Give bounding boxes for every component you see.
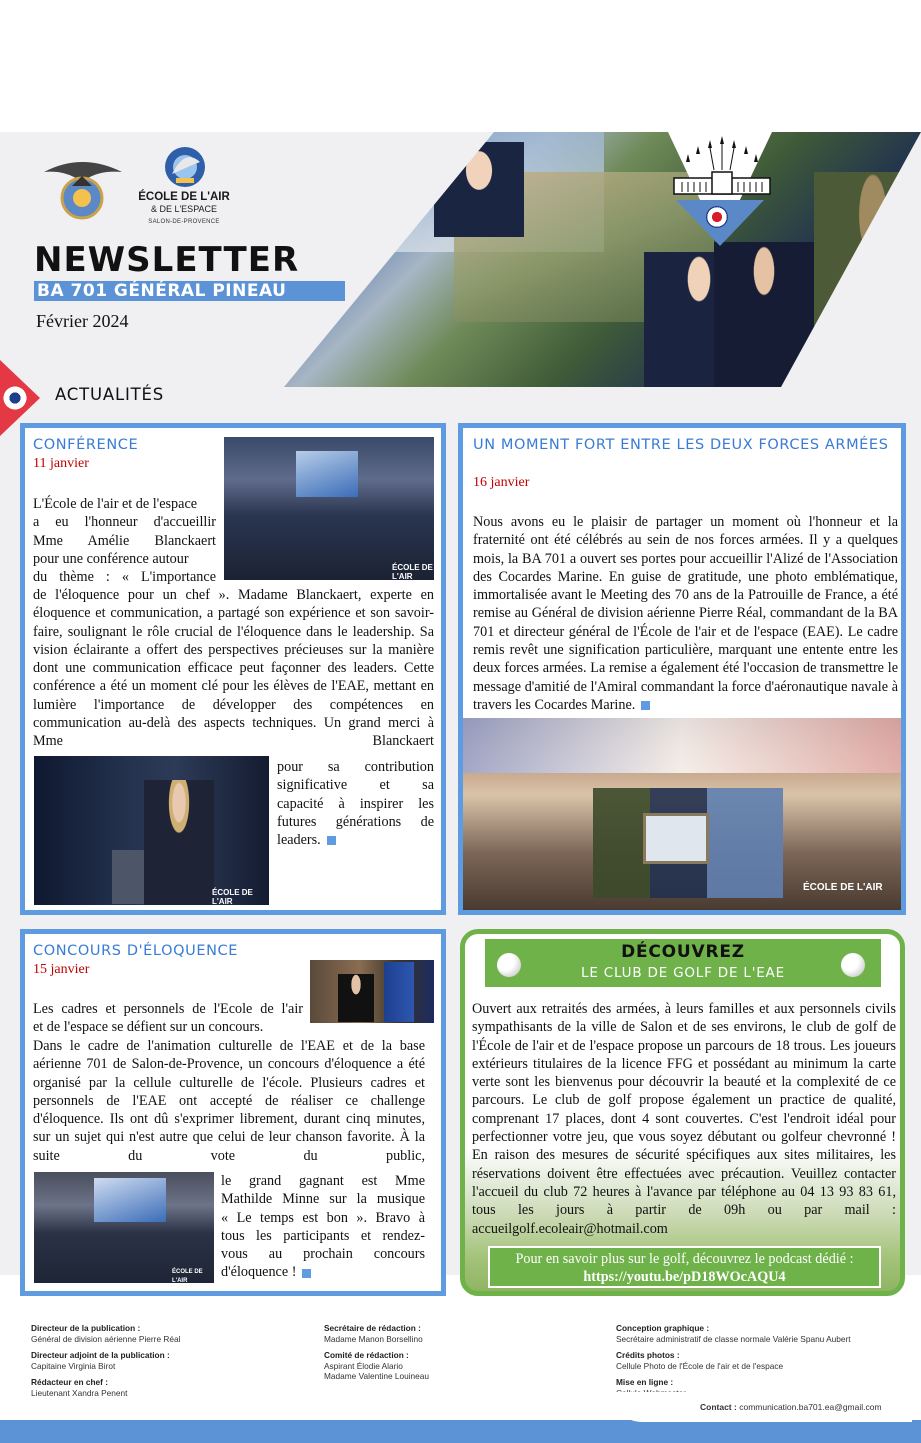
tail-line: pour sa contribution bbox=[277, 759, 434, 775]
tail-line: significative et sa bbox=[277, 777, 434, 794]
tail-line: « Le temps est bon ». Bravo à bbox=[221, 1209, 425, 1226]
section-roundel-icon bbox=[2, 385, 28, 411]
ceremony-lights bbox=[463, 718, 901, 773]
article-golf-club bbox=[460, 929, 905, 1296]
article-title: UN MOMENT FORT ENTRE LES DEUX FORCES ARMÉES bbox=[473, 437, 889, 453]
tail-line: capacité à inspirer les bbox=[277, 795, 434, 812]
article-tail bbox=[277, 758, 434, 849]
footer-col-1 bbox=[31, 1323, 301, 1398]
credit-value: Capitaine Virginia Birot bbox=[31, 1360, 116, 1371]
golf-title: DÉCOUVREZ bbox=[621, 942, 745, 962]
footer-contact bbox=[700, 1402, 882, 1412]
podcast-link[interactable] bbox=[490, 1268, 879, 1286]
end-square-icon bbox=[302, 1269, 311, 1278]
credit-label: Mise en ligne : bbox=[616, 1377, 674, 1387]
lead-line: L'École de l'air et de l'espace bbox=[33, 496, 198, 512]
article-lead bbox=[33, 495, 216, 586]
credit-label: Directeur adjoint de la publication : bbox=[31, 1350, 170, 1360]
golf-subtitle: LE CLUB DE GOLF DE L'EAE bbox=[581, 965, 785, 981]
speaker-figure bbox=[338, 974, 374, 1022]
credit-value: Madame Manon Borsellino bbox=[324, 1333, 423, 1344]
photo-watermark: ÉCOLE DE L'AIR bbox=[212, 888, 253, 905]
tail-last: d'éloquence ! bbox=[221, 1264, 297, 1281]
article-body: de l'éloquence pour un chef ». Madame Blanckaert, experte en éloquence et communication, a partagé son expérience et son savoir-faire, soulignant le rôle crucial de l'éloquence dans le leadership. Sa vision éclairante a offert des perspectives précieuses sur la manière dont une communication efficace peut façonner des leaders. Cette conférence a été un moment clé pour les élèves de l'EAE, mettant en lumière l'importance de développer des compétences en communication au-delà des aspects techniques. Un grand merci à Mme Blanckaert bbox=[33, 587, 434, 750]
ceremony-photo bbox=[463, 718, 901, 910]
body-text: Nous avons eu le plaisir de partager un moment où l'honneur et la fraternité ont été célébrés au sein de nos forces armées. Il y a quelques mois, la BA 701 a ouvert ses portes pour accueillir l'Alizé de l'Association des Cocardes Marine. En guise de gratitude, une photo emblématique, immortalisée avant le Meeting des 70 ans de la Patrouille de France, a été remise au Général de division aérienne Pierre Réal, commandant de la BA 701 et directeur général de l'École de l'air et de l'espace (EAE). Le cadre remis revêt une signification particulière, marquant une entente entre les deux forces armées. La remise a également été l'occasion de transmettre le message d'amitié de l'Amiral commandant la force d'aéronautique navale à travers les Cocardes Marine. bbox=[473, 514, 898, 713]
golf-podcast-cta[interactable] bbox=[488, 1246, 881, 1288]
golf-header bbox=[485, 939, 881, 987]
credit-value: Madame Valentine Louineau bbox=[324, 1371, 430, 1381]
lead-line: et de l'espace se défient sur un concours. bbox=[33, 1019, 264, 1036]
hero-mask-left bbox=[284, 132, 494, 387]
article-title: CONCOURS D'ÉLOQUENCE bbox=[33, 943, 239, 959]
eae-logo-line2: & DE L'ESPACE bbox=[150, 204, 218, 214]
photo-watermark: ÉCOLE DE L'AIR bbox=[172, 1269, 203, 1283]
eae-logo-line3: SALON-DE-PROVENCE bbox=[148, 219, 220, 225]
cta-text: Pour en savoir plus sur le golf, découvrez le podcast dédié : bbox=[515, 1251, 854, 1267]
tail-line-end bbox=[277, 831, 434, 849]
amphitheatre-screen bbox=[94, 1178, 166, 1222]
base-subtitle: BA 701 GÉNÉRAL PINEAU bbox=[34, 281, 345, 301]
conference-screen bbox=[296, 451, 358, 497]
tail-line: futures générations de bbox=[277, 813, 434, 830]
eloquence-speaker-photo bbox=[310, 960, 434, 1023]
article-title: CONFÉRENCE bbox=[33, 437, 139, 453]
photo-watermark: ÉCOLE DE L'AIR bbox=[803, 882, 883, 893]
footer-col-2 bbox=[324, 1323, 594, 1382]
footer-col-3 bbox=[616, 1323, 906, 1398]
contact-email[interactable]: communication.ba701.ea@gmail.com bbox=[739, 1402, 882, 1412]
article-date: 15 janvier bbox=[33, 962, 90, 977]
amphitheatre-photo bbox=[34, 1172, 214, 1283]
article-tail bbox=[221, 1172, 425, 1282]
end-square-icon bbox=[641, 701, 650, 710]
issue-date: Février 2024 bbox=[36, 311, 129, 331]
golf-body: Ouvert aux retraités des armées, à leurs familles et aux personnels civils sympathisants de la ville de Salon et de ses environs, le club de golf de l'École de l'air et de l'espace propose un parcours de 18 trous. Les joueurs extérieurs titulaires de la licence FFG et possédant au minimum la carte verte sont les bienvenus pour découvrir la beauté et la complexité de ce parcours. Le club de golf propose également un practice de qualité, comprenant 17 places, dont 4 sont couvertes. C'est l'endroit idéal pour perfectionner votre jeu, que vous soyez débutant ou golfeur chevronné ! En raison des mesures de sécurité spécifiques aux sites militaires, les réservations doivent être effectuées avec précaution. Veuillez contacter l'accueil du club 72 heures à l'avance par téléphone au 04 13 93 83 61, tous les jours à partir de 09h ou par mail : accueilgolf.ecoleair@hotmail.com bbox=[472, 1001, 896, 1237]
article-body bbox=[473, 513, 898, 714]
credit-label: Conception graphique : bbox=[616, 1323, 710, 1333]
credit-value: Secrétaire administratif de classe normale Valérie Spanu Aubert bbox=[616, 1333, 851, 1344]
tail-last: leaders. bbox=[277, 832, 321, 849]
article-conference bbox=[20, 423, 446, 915]
roundel-icon bbox=[706, 206, 728, 228]
lead-line: pour une conférence autour bbox=[33, 550, 189, 567]
conference-audience-photo bbox=[224, 437, 434, 580]
credit-value: Aspirant Élodie Alario bbox=[324, 1360, 403, 1371]
speaker-figure bbox=[144, 780, 214, 905]
credit-label: Rédacteur en chef : bbox=[31, 1377, 108, 1387]
hero-mask-right bbox=[781, 132, 921, 387]
credit-label: Comité de rédaction : bbox=[324, 1350, 409, 1360]
article-date: 16 janvier bbox=[473, 475, 530, 490]
credit-label: Directeur de la publication : bbox=[31, 1323, 141, 1333]
article-moment-fort bbox=[458, 423, 906, 915]
tail-line-end bbox=[221, 1263, 425, 1281]
eu-flag bbox=[384, 962, 414, 1022]
credit-value: Cellule Photo de l'École de l'air et de l'espace bbox=[616, 1360, 784, 1371]
article-eloquence bbox=[20, 929, 446, 1296]
credit-value: Général de division aérienne Pierre Réal bbox=[31, 1333, 181, 1344]
lead-line: Les cadres et personnels de l'Ecole de l'air bbox=[33, 1001, 303, 1017]
credit-label: Secrétaire de rédaction : bbox=[324, 1323, 421, 1333]
podcast-link-text[interactable]: https://youtu.be/pD18WOcAQU4 bbox=[583, 1269, 786, 1285]
article-body: Dans le cadre de l'animation culturelle de l'EAE et de la base aérienne 701 de Salon-de-Provence, un concours d'éloquence a été organisé par la cellule culturelle de l'école. Plusieurs cadres et personnels de l'EAE ont accepté de réaliser ce challenge d'éloquence. Ils ont dû s'exprimer librement, durant cinq minutes, sur un sujet qui n'est autre que celui de leur chanson favorite. À la suite du vote du public, bbox=[33, 1038, 425, 1164]
credit-label: Crédits photos : bbox=[616, 1350, 680, 1360]
tail-line: le grand gagnant est Mme bbox=[221, 1173, 425, 1189]
footer-bar bbox=[0, 1420, 921, 1443]
eagle-emblem-icon bbox=[42, 152, 124, 224]
speaker-photo bbox=[34, 756, 269, 905]
eae-logo-icon bbox=[160, 144, 210, 190]
article-lead bbox=[33, 1000, 303, 1037]
tail-line: vous au prochain concours bbox=[221, 1246, 425, 1263]
end-square-icon bbox=[327, 836, 336, 845]
photo-watermark: ÉCOLE DE L'AIR bbox=[392, 563, 433, 580]
section-title: ACTUALITÉS bbox=[55, 385, 164, 404]
lead-line: Mme Amélie Blanckaert bbox=[33, 532, 216, 549]
lead-line: a eu l'honneur d'accueillir bbox=[33, 514, 216, 531]
jets-formation-icon bbox=[680, 134, 764, 172]
school-building-icon bbox=[672, 170, 772, 196]
tail-line: Mathilde Minne sur la musique bbox=[221, 1191, 425, 1208]
eae-logo-line1: ÉCOLE DE L'AIR bbox=[138, 191, 230, 203]
hero-photo-collage bbox=[284, 132, 921, 387]
newsletter-title: NEWSLETTER bbox=[34, 240, 300, 280]
credit-value: Lieutenant Xandra Penent bbox=[31, 1387, 128, 1398]
ceremony-frame bbox=[643, 813, 709, 864]
tail-line: tous les participants et rendez- bbox=[221, 1227, 425, 1244]
article-date: 11 janvier bbox=[33, 456, 89, 471]
contact-label: Contact : bbox=[700, 1402, 737, 1412]
lead-line: du thème : « L'importance bbox=[33, 569, 216, 586]
